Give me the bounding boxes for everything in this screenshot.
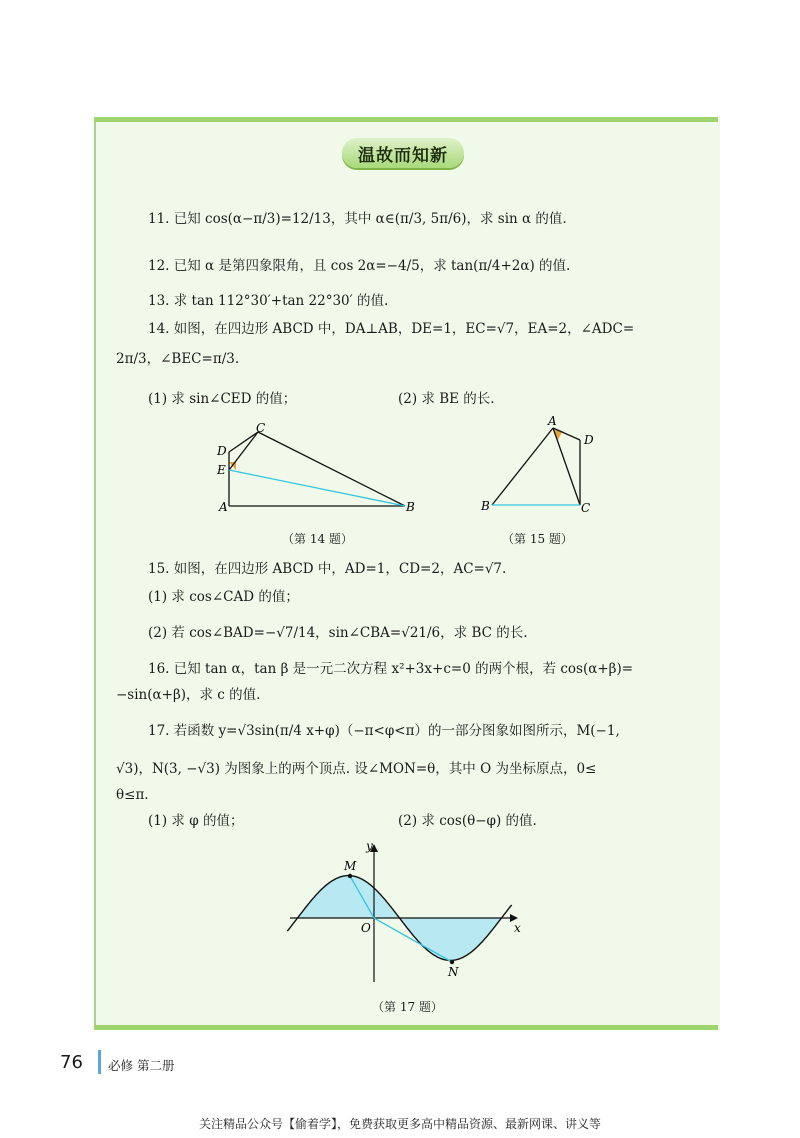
fig17-label-O: O: [361, 921, 371, 935]
fig17-shaded-region-negative: [400, 918, 502, 960]
fig14-label-D: D: [217, 444, 227, 458]
problem-14-line1: 14. 如图，在四边形 ABCD 中，DA⊥AB，DE=1，EC=√7，EA=2，∠ADC=: [148, 321, 635, 337]
fig15-label-A: A: [548, 414, 557, 428]
section-title: 温故而知新: [358, 146, 448, 166]
fig17-label-N: N: [448, 965, 459, 979]
problem-15-line1: 15. 如图，在四边形 ABCD 中，AD=1，CD=2，AC=√7.: [148, 561, 507, 577]
fig14-segment-EB: [229, 470, 405, 506]
problem-13: 13. 求 tan 112°30′+tan 22°30′ 的值.: [148, 293, 389, 309]
page-number: 76: [60, 1052, 83, 1073]
fig15-label-B: B: [481, 499, 490, 513]
problem-17-line1: 17. 若函数 y=√3sin(π/4 x+φ)（−π<φ<π）的一部分图象如图所示，M(−1,: [148, 723, 620, 739]
problem-17-line3: θ≤π.: [116, 787, 149, 803]
fig14-segment-CB: [258, 432, 405, 506]
fig17-point-N: [450, 960, 454, 964]
problem-17-line2: √3)，N(3, −√3) 为图象上的两个顶点. 设∠MON=θ，其中 O 为坐标原点，0≤: [116, 761, 597, 777]
fig17-caption: （第 17 题）: [372, 1000, 443, 1014]
fig14-label-C: C: [256, 421, 266, 435]
problem-15-q1: (1) 求 cos∠CAD 的值；: [148, 589, 299, 605]
problem-16-line1: 16. 已知 tan α，tan β 是一元二次方程 x²+3x+c=0 的两个根，若 cos(α+β)=: [148, 661, 634, 677]
fig17-point-M: [348, 874, 352, 878]
fig14-caption: （第 14 题）: [282, 532, 353, 546]
fig14-label-B: B: [406, 500, 415, 514]
fig17-label-x: x: [514, 921, 521, 935]
problem-16-line2: −sin(α+β)，求 c 的值.: [116, 687, 261, 703]
problem-14-q1: (1) 求 sin∠CED 的值；: [148, 391, 297, 407]
fig15-segment-AC: [553, 428, 580, 505]
fig14-label-E: E: [217, 463, 226, 477]
fig14-label-A: A: [219, 500, 228, 514]
fig15-caption: （第 15 题）: [502, 532, 573, 546]
problem-11: 11. 已知 cos(α−π/3)=12/13，其中 α∈(π/3, 5π/6)，求 sin α 的值.: [148, 211, 567, 227]
problem-15-q2: (2) 若 cos∠BAD=−√7/14，sin∠CBA=√21/6，求 BC 的长.: [148, 625, 528, 641]
footer-promo-text: 关注精品公众号【偷着学】，免费获取更多高中精品资源、最新网课、讲义等: [198, 1117, 601, 1131]
fig15-label-C: C: [581, 501, 591, 515]
book-label: 必修 第二册: [108, 1058, 175, 1073]
problem-14-q2: (2) 求 BE 的长.: [398, 391, 495, 407]
fig17-shaded-region-positive: [298, 876, 400, 918]
problem-17-q1: (1) 求 φ 的值；: [148, 813, 244, 829]
fig17-label-y: y: [366, 839, 373, 853]
fig15-label-D: D: [584, 433, 594, 447]
fig17-label-M: M: [344, 859, 357, 873]
page-number-divider: [98, 1050, 101, 1074]
fig14-segment-EC: [229, 432, 258, 470]
problem-17-q2: (2) 求 cos(θ−φ) 的值.: [398, 813, 537, 829]
fig14-segment-DC: [229, 432, 258, 452]
problem-14-line2: 2π/3，∠BEC=π/3.: [116, 351, 240, 367]
problem-12: 12. 已知 α 是第四象限角，且 cos 2α=−4/5，求 tan(π/4+2α) 的值.: [148, 258, 571, 274]
fig15-segment-BA: [492, 428, 553, 505]
